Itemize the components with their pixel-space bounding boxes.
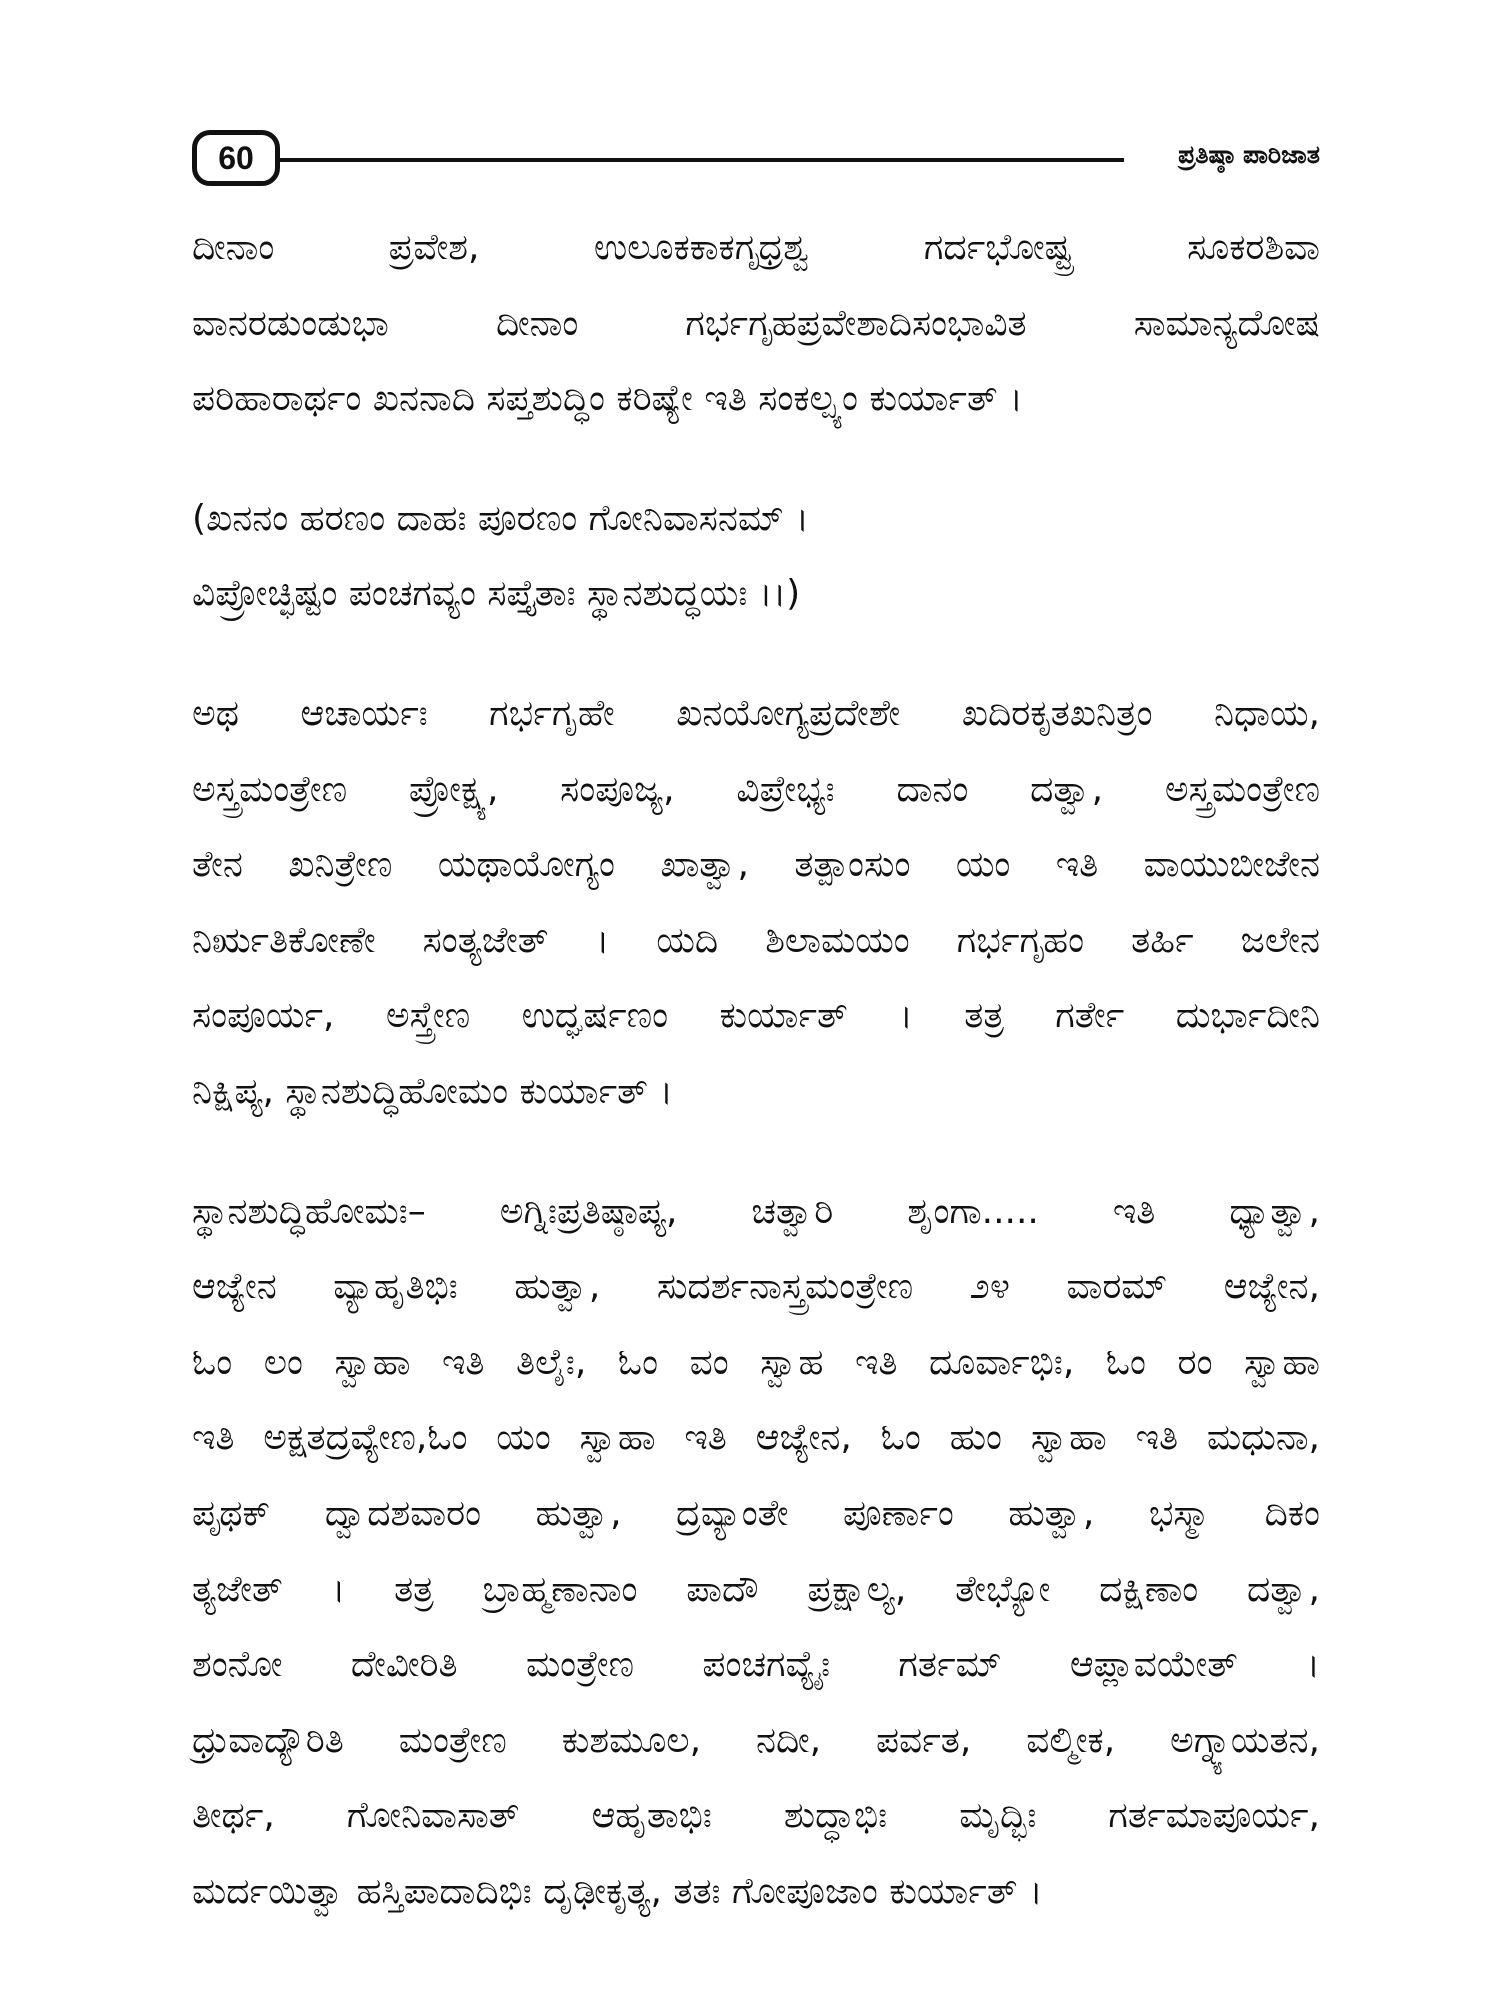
text-line: ಅಥ ಆಚಾರ್ಯಃ ಗರ್ಭಗೃಹೇ ಖನಯೋಗ್ಯಪ್ರದೇಶೇ ಖದಿರಕೃತಖನಿತ್ರಂ ನಿಧಾಯ, [192, 692, 1320, 734]
paragraph-sthanashuddhi-homa [192, 1174, 1320, 1930]
text-line: ಸಂಪೂರ್ಯ, ಅಸ್ತ್ರೇಣ ಉದ್ಘರ್ಷಣಂ ಕುರ್ಯಾತ್ । ತತ್ರ ಗರ್ತೇ ದುರ್ಭಾದೀನಿ [192, 995, 1320, 1037]
text-line: ತೇನ ಖನಿತ್ರೇಣ ಯಥಾಯೋಗ್ಯಂ ಖಾತ್ವಾ, ತತ್ಪಾಂಸುಂ ಯಂ ಇತಿ ವಾಯುಬೀಜೇನ [192, 844, 1320, 886]
paragraph-khanana [192, 676, 1320, 1130]
header-rule [278, 158, 1124, 162]
text-line: ತ್ಯಜೇತ್ । ತತ್ರ ಬ್ರಾಹ್ಮಣಾನಾಂ ಪಾದೌ ಪ್ರಕ್ಷಾಲ್ಯ, ತೇಭ್ಯೋ ದಕ್ಷಿಣಾಂ ದತ್ವಾ, [192, 1568, 1320, 1610]
page-header [192, 126, 1320, 190]
text-line: ಶಂನೋ ದೇವೀರಿತಿ ಮಂತ್ರೇಣ ಪಂಚಗವ್ಯೈಃ ಗರ್ತಮ್ ಆಪ್ಲಾವಯೇತ್ । [192, 1644, 1320, 1686]
text-line: ಸ್ಥಾನಶುದ್ಧಿಹೋಮಃ– ಅಗ್ನಿಃಪ್ರತಿಷ್ಠಾಪ್ಯ, ಚತ್ವಾರಿ ಶೃಂಗಾ..... ಇತಿ ಧ್ಯಾತ್ವಾ, [192, 1190, 1320, 1232]
text-line: ಪೃಥಕ್ ದ್ವಾದಶವಾರಂ ಹುತ್ವಾ, ದ್ರವ್ಯಾಂತೇ ಪೂರ್ಣಾಂ ಹುತ್ವಾ, ಭಸ್ಮಾ ದಿಕಂ [192, 1492, 1320, 1534]
verse-line: (ಖನನಂ ಹರಣಂ ದಾಹಃ ಪೂರಣಂ ಗೋನಿವಾಸನಮ್ । [192, 497, 809, 539]
text-line: ದೀನಾಂ ಪ್ರವೇಶ, ಉಲೂಕಕಾಕಗೃಧ್ರಶ್ವ ಗರ್ದಭೋಷ್ಟ್ರ ಸೂಕರಶಿವಾ [192, 227, 1320, 268]
text-line: ಪರಿಹಾರಾರ್ಥಂ ಖನನಾದಿ ಸಪ್ತಶುದ್ಧಿಂ ಕರಿಷ್ಯೇ ಇತಿ ಸಂಕಲ್ಪ್ಯಂ ಕುರ್ಯಾತ್ । [192, 378, 1023, 420]
verse-block [192, 481, 1320, 632]
text-line: ಮರ್ದಯಿತ್ವಾ ಹಸ್ತಿಪಾದಾದಿಭಿಃ ದೃಢೀಕೃತ್ಯ, ತತಃ ಗೋಪೂಜಾಂ ಕುರ್ಯಾತ್ । [192, 1870, 1043, 1912]
text-line: ಆಜ್ಯೇನ ವ್ಯಾಹೃತಿಭಿಃ ಹುತ್ವಾ, ಸುದರ್ಶನಾಸ್ತ್ರಮಂತ್ರೇಣ ೨೪ ವಾರಮ್ ಆಜ್ಯೇನ, [192, 1266, 1320, 1308]
text-line: ನಿರ್ಋತಿಕೋಣೇ ಸಂತ್ಯಜೇತ್ । ಯದಿ ಶಿಲಾಮಯಂ ಗರ್ಭಗೃಹಂ ತರ್ಹಿ ಜಲೇನ [192, 919, 1320, 961]
page-body [192, 210, 1320, 1929]
paragraph-sankalpa [192, 210, 1320, 437]
text-line: ವಾನರಡುಂಡುಭಾ ದೀನಾಂ ಗರ್ಭಗೃಹಪ್ರವೇಶಾದಿಸಂಭಾವಿತ ಸಾಮಾನ್ಯದೋಷ [192, 302, 1320, 344]
running-title: ಪ್ರತಿಷ್ಠಾ ಪಾರಿಜಾತ [1178, 140, 1320, 169]
verse-line: ವಿಪ್ರೋಚ್ಛಿಷ್ಟಂ ಪಂಚಗವ್ಯಂ ಸಪ್ತೈತಾಃ ಸ್ಥಾನಶುದ್ಧಯಃ ।।) [192, 573, 801, 615]
text-line: ಧ್ರುವಾದ್ಯೌರಿತಿ ಮಂತ್ರೇಣ ಕುಶಮೂಲ, ನದೀ, ಪರ್ವತ, ವಲ್ಮೀಕ, ಅಗ್ನ್ಯಾಯತನ, [192, 1719, 1320, 1761]
text-line: ಇತಿ ಅಕ್ಷತದ್ರವ್ಯೇಣ,ಓಂ ಯಂ ಸ್ವಾಹಾ ಇತಿ ಆಜ್ಯೇನ, ಓಂ ಹುಂ ಸ್ವಾಹಾ ಇತಿ ಮಧುನಾ, [192, 1417, 1320, 1459]
text-line: ಓಂ ಲಂ ಸ್ವಾಹಾ ಇತಿ ತಿಲೈಃ, ಓಂ ವಂ ಸ್ವಾಹ ಇತಿ ದೂರ್ವಾಭಿಃ, ಓಂ ರಂ ಸ್ವಾಹಾ [192, 1341, 1320, 1383]
text-line: ಅಸ್ತ್ರಮಂತ್ರೇಣ ಪ್ರೋಕ್ಷ್ಯ, ಸಂಪೂಜ್ಯ, ವಿಪ್ರೇಭ್ಯಃ ದಾನಂ ದತ್ವಾ, ಅಸ್ತ್ರಮಂತ್ರೇಣ [192, 768, 1320, 810]
text-line: ತೀರ್ಥ, ಗೋನಿವಾಸಾತ್ ಆಹೃತಾಭಿಃ ಶುದ್ಧಾಭಿಃ ಮೃದ್ಭಿಃ ಗರ್ತಮಾಪೂರ್ಯ, [192, 1795, 1320, 1837]
page-number: 60 [192, 130, 280, 186]
text-line: ನಿಕ್ಷಿಪ್ಯ, ಸ್ಥಾನಶುದ್ಧಿಹೋಮಂ ಕುರ್ಯಾತ್ । [192, 1070, 673, 1112]
